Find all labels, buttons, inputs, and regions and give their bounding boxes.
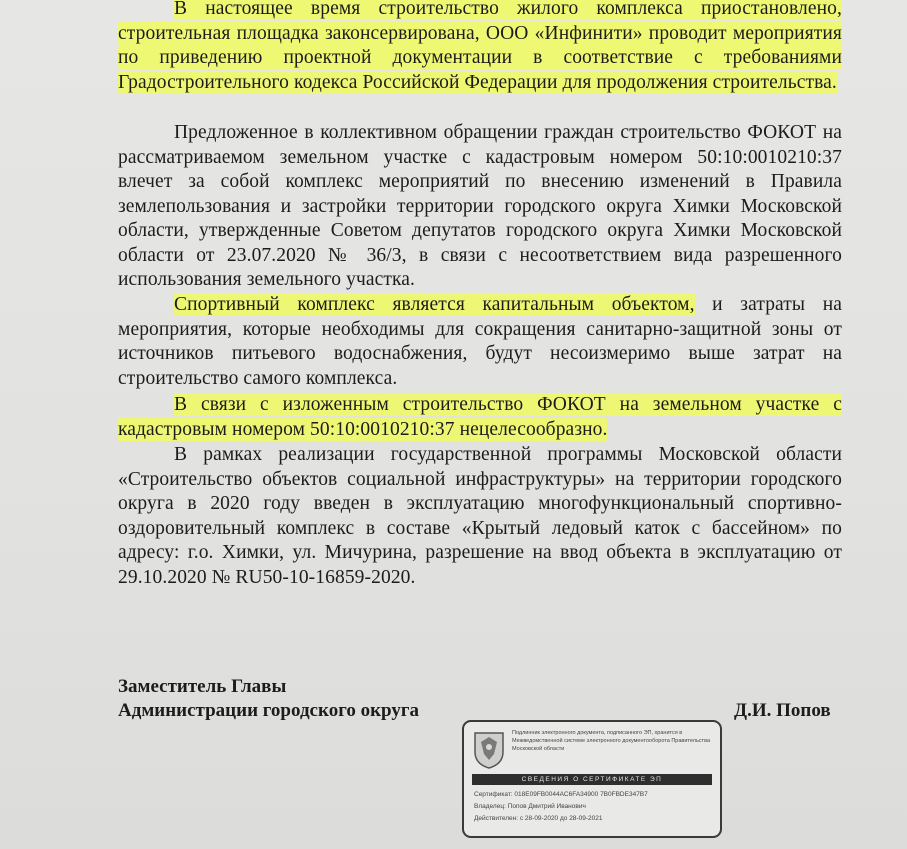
stamp-note: Подлинник электронного документа, подписанного ЭП, хранится в Межведомственной системе электронного документооборота Правительства Московской области [512,730,710,752]
stamp-validity: Действителен: с 28-09-2020 до 28-09-2021 [474,815,603,822]
paragraph-text: Предложенное в коллективном обращении граждан строительство ФОКОТ на рассматриваемом земельном участке с кадастровым номером 50:10:0010210:37 влечет за собой комплекс мероприятий по внесению изменений в Правила землепользования и застройки территории городского округа Химки Московской области, утвержденные Советом депутатов городского округа Химки Московской области от 23.07.2020 № 36/3, в связи с несоответствием вида разрешенного использования земельного участка. [118,122,842,290]
signatory-title-line2: Администрации городского округа [118,700,419,721]
coat-of-arms-icon [472,730,506,770]
highlighted-text: В настоящее время строительство жилого комплекса приостановлено, строительная площадка законсервирована, ООО «Инфинити» проводит мероприятия по приведению проектной документации в соответствие с требованиями Градостроительного кодекса Российской Федерации для продолжения строительства. [118,0,842,94]
stamp-header: СВЕДЕНИЯ О СЕРТИФИКАТЕ ЭП [472,774,712,785]
paragraph-conclusion [118,393,842,442]
stamp-owner: Владелец: Попов Дмитрий Иванович [474,803,586,810]
signatory-name: Д.И. Попов [734,700,831,721]
paragraph-fokot-proposal [118,121,842,293]
paragraph-existing-complex [118,443,842,590]
stamp-certificate: Сертификат: 018E09FB0044AC6FA34900 7B0FBDE347B7 [474,791,648,798]
paragraph-construction-suspended [118,0,842,95]
highlighted-text: В связи с изложенным строительство ФОКОТ на земельном участке с кадастровым номером 50:10:0010210:37 нецелесообразно. [118,394,842,440]
paragraph-sports-complex-costs [118,293,842,391]
highlighted-text: Спортивный комплекс является капитальным объектом, [174,294,695,315]
electronic-signature-stamp [462,720,722,838]
signatory-title-line1: Заместитель Главы [118,676,287,697]
paragraph-text: В рамках реализации государственной программы Московской области «Строительство объектов социальной инфраструктуры» на территории городского округа в 2020 году введен в эксплуатацию многофункциональный спортивно-оздоровительный комплекс в составе «Крытый ледовый каток с бассейном» по адресу: г.о. Химки, ул. Мичурина, разрешение на ввод объекта в эксплуатацию от 29.10.2020 № RU50-10-16859-2020. [118,444,842,588]
paragraph-text: и затраты на мероприятия, которые необходимы для сокращения санитарно-защитной зоны от источников питьевого водоснабжения, будут несоизмеримо выше затрат на строительство самого комплекса. [118,294,842,389]
